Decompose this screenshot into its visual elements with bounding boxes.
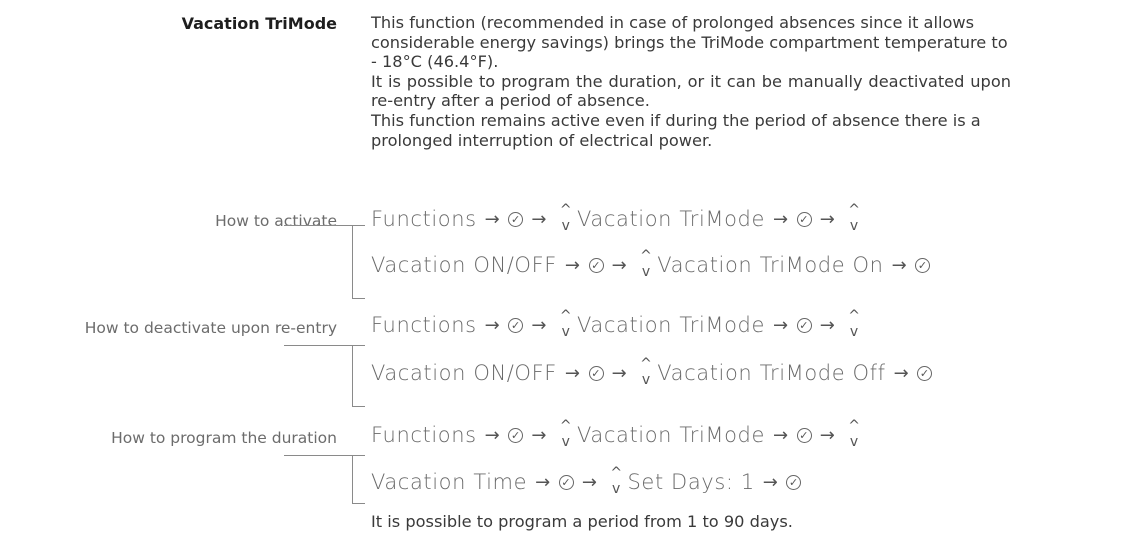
menu-item-text: Functions (371, 423, 477, 447)
description-paragraph: This function (recommended in case of prolonged absences since it allows considerable energy savings) brings the TriMode compartment temperature to - 18°C (46.4°F). (371, 13, 1008, 72)
down-chevron-icon: v (641, 372, 651, 388)
up-chevron-icon: ^ (848, 418, 861, 434)
activate-label: How to activate (215, 212, 337, 230)
menu-item-text: Functions (371, 207, 477, 231)
up-chevron-icon: ^ (640, 356, 653, 372)
arrow-right-icon: → (531, 314, 548, 336)
arrow-right-icon: → (484, 208, 501, 230)
description-paragraph: It is possible to program the duration, or it can be manually deactivated upon re-entry after a period of absence. (371, 71, 1011, 111)
arrow-right-icon: → (611, 362, 628, 384)
arrow-right-icon: → (611, 254, 628, 276)
up-down-icon (847, 308, 861, 342)
up-chevron-icon: ^ (610, 465, 623, 481)
up-down-icon (639, 248, 653, 282)
arrow-right-icon: → (484, 424, 501, 446)
up-chevron-icon: ^ (848, 308, 861, 324)
down-chevron-icon: v (612, 481, 621, 497)
arrow-right-icon: → (564, 362, 581, 384)
duration-label: How to program the duration (111, 429, 337, 447)
up-chevron-icon: ^ (640, 248, 653, 264)
deactivate-bracket-tail (284, 345, 352, 346)
down-chevron-icon: v (561, 324, 571, 340)
arrow-right-icon: → (564, 254, 581, 276)
activate-sequence-line-2 (371, 250, 930, 280)
ok-button-icon: ✓ (797, 428, 812, 443)
ok-button-icon: ✓ (508, 212, 523, 227)
arrow-right-icon: → (531, 424, 548, 446)
up-down-icon (559, 308, 573, 342)
deactivate-bracket (352, 345, 365, 407)
ok-button-icon: ✓ (508, 318, 523, 333)
duration-sequence-line-1 (371, 420, 865, 450)
ok-button-icon: ✓ (786, 475, 801, 490)
arrow-right-icon: → (535, 471, 551, 493)
arrow-right-icon: → (773, 314, 789, 336)
down-chevron-icon: v (849, 324, 859, 340)
duration-sequence-line-2 (371, 467, 801, 497)
deactivate-sequence-line-1 (371, 310, 865, 340)
up-chevron-icon: ^ (559, 202, 573, 218)
ok-button-icon: ✓ (589, 366, 604, 381)
arrow-right-icon: → (891, 254, 908, 276)
duration-bracket-tail (284, 455, 352, 456)
menu-item-text: Vacation Time (371, 470, 528, 494)
menu-item-text: Vacation ON/OFF (371, 361, 557, 385)
description-paragraph: This function remains active even if during the period of absence there is a prolonged interruption of electrical power. (371, 110, 981, 150)
down-chevron-icon: v (849, 434, 859, 450)
function-description (371, 13, 1011, 150)
activate-bracket-tail (284, 225, 352, 226)
menu-item-text: Vacation TriMode (577, 313, 765, 337)
menu-item-text: Vacation TriMode On (657, 253, 884, 277)
up-chevron-icon: ^ (848, 202, 861, 218)
deactivate-sequence-line-2 (371, 358, 932, 388)
arrow-right-icon: → (773, 208, 789, 230)
menu-item-text: Vacation TriMode (577, 207, 765, 231)
down-chevron-icon: v (561, 434, 571, 450)
arrow-right-icon: → (762, 471, 779, 493)
up-down-icon (639, 356, 653, 390)
up-down-icon (610, 465, 624, 499)
up-down-icon (847, 418, 861, 452)
menu-item-text: Vacation TriMode Off (657, 361, 886, 385)
ok-button-icon: ✓ (508, 428, 523, 443)
menu-item-text: Vacation ON/OFF (371, 253, 557, 277)
ok-button-icon: ✓ (589, 258, 604, 273)
ok-button-icon: ✓ (915, 258, 930, 273)
menu-item-text: Set Days: 1 (627, 470, 755, 494)
menu-item-text: Vacation TriMode (577, 423, 765, 447)
ok-button-icon: ✓ (917, 366, 932, 381)
activate-sequence-line-1 (371, 204, 865, 234)
duration-bracket (352, 455, 365, 504)
activate-bracket (352, 225, 365, 299)
deactivate-label: How to deactivate upon re-entry (84, 319, 337, 337)
up-down-icon (847, 202, 861, 236)
up-down-icon (559, 418, 573, 452)
down-chevron-icon: v (849, 218, 859, 234)
section-heading: Vacation TriMode (181, 14, 337, 33)
down-chevron-icon: v (561, 218, 571, 234)
arrow-right-icon: → (893, 362, 910, 384)
ok-button-icon: ✓ (797, 318, 812, 333)
up-down-icon (559, 202, 573, 236)
down-chevron-icon: v (641, 264, 651, 280)
arrow-right-icon: → (581, 471, 598, 493)
arrow-right-icon: → (819, 208, 836, 230)
duration-footnote: It is possible to program a period from 1 to 90 days. (371, 512, 793, 531)
arrow-right-icon: → (819, 424, 836, 446)
arrow-right-icon: → (531, 208, 548, 230)
menu-item-text: Functions (371, 313, 477, 337)
arrow-right-icon: → (773, 424, 789, 446)
arrow-right-icon: → (819, 314, 836, 336)
up-chevron-icon: ^ (559, 308, 573, 324)
arrow-right-icon: → (484, 314, 501, 336)
ok-button-icon: ✓ (559, 475, 574, 490)
up-chevron-icon: ^ (559, 418, 573, 434)
ok-button-icon: ✓ (797, 212, 812, 227)
